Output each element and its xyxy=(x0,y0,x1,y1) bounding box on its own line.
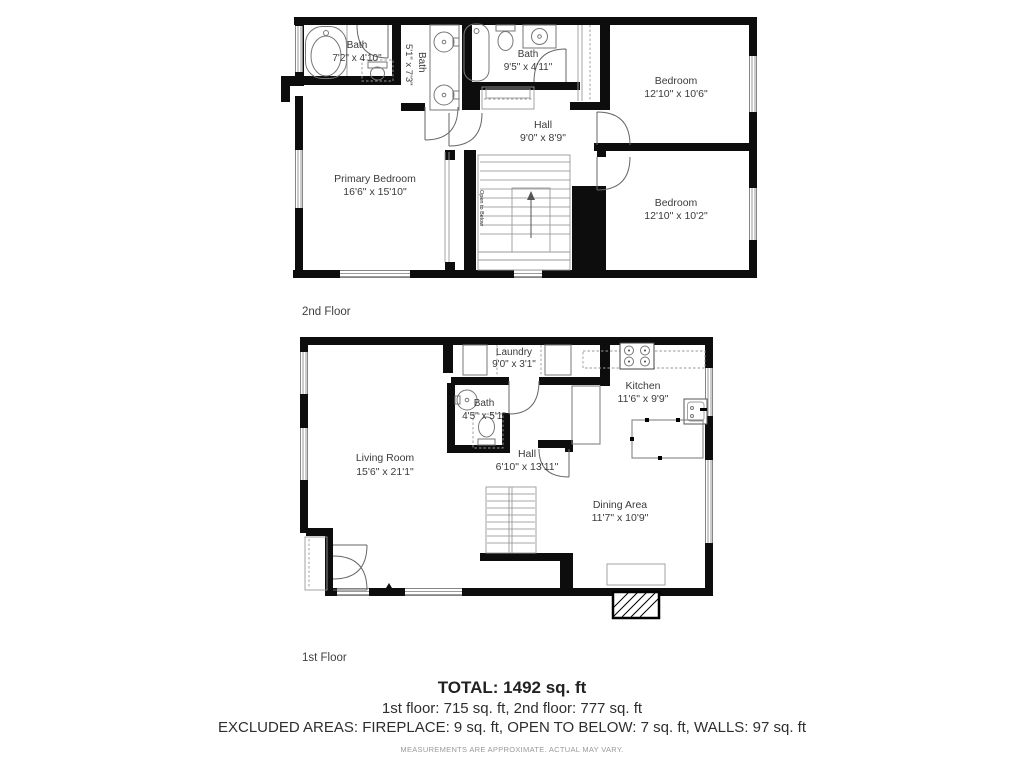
room-label: Hall xyxy=(517,448,537,460)
stove-icon xyxy=(620,343,654,369)
open-to-below-label: Open to Below xyxy=(478,190,484,227)
disclaimer-text: MEASUREMENTS ARE APPROXIMATE. ACTUAL MAY VARY. xyxy=(400,745,624,754)
room-label: Primary Bedroom xyxy=(334,173,416,185)
entry-door-marker xyxy=(386,583,392,588)
room-label: Living Room xyxy=(355,452,415,464)
door-arc xyxy=(449,113,482,146)
room-dims: 12'10" x 10'6" xyxy=(644,88,708,100)
room-dims: 9'0" x 3'1" xyxy=(492,359,536,370)
room-dims: 9'0" x 8'9" xyxy=(520,132,566,144)
toilet-icon xyxy=(496,25,515,31)
island-counter xyxy=(632,420,703,458)
room-dims: 11'6" x 9'9" xyxy=(617,393,669,405)
room-dims: 9'5" x 4'11" xyxy=(503,62,553,73)
room-dims: 11'7" x 10'9" xyxy=(591,512,649,524)
sink-icon xyxy=(434,85,454,105)
room-label: Laundry xyxy=(495,347,533,358)
room-dims: 7'2" x 4'10" xyxy=(332,53,382,64)
floor-plan-2nd xyxy=(280,10,760,300)
floor-plan-1st xyxy=(280,330,760,630)
floor-label-1st: 1st Floor xyxy=(302,652,347,664)
area-summary xyxy=(0,678,1024,754)
room-label: Hall xyxy=(533,119,553,131)
stairs-icon xyxy=(478,155,570,270)
stairs-icon xyxy=(486,487,536,553)
door-arc xyxy=(333,556,367,590)
sink-icon xyxy=(434,32,454,52)
dryer-icon xyxy=(545,345,571,375)
excluded-areas-text: EXCLUDED AREAS: FIREPLACE: 9 sq. ft, OPEN TO BELOW: 7 sq. ft, WALLS: 97 sq. ft xyxy=(218,719,806,736)
room-label: Bath xyxy=(517,49,539,60)
room-dims: 5'1" x 7'3" xyxy=(403,44,414,86)
toilet-icon xyxy=(478,439,495,445)
room-label: Bath xyxy=(473,398,495,409)
door-arc xyxy=(425,107,458,140)
floor-label-2nd: 2nd Floor xyxy=(302,306,351,318)
room-label: Bedroom xyxy=(654,197,698,209)
door-arc xyxy=(509,381,539,414)
room-dims: 15'6" x 21'1" xyxy=(356,466,414,478)
room-label: Kitchen xyxy=(625,380,661,392)
room-label: Bath xyxy=(416,52,427,73)
room-label: Dining Area xyxy=(592,499,648,511)
room-label: Bedroom xyxy=(654,75,698,87)
buffet-table xyxy=(607,564,665,585)
room-dims: 6'10" x 13'11" xyxy=(495,461,559,473)
closet-icon xyxy=(445,152,449,262)
closet-icon xyxy=(305,537,327,590)
door-arc xyxy=(597,112,630,145)
floor-areas-text: 1st floor: 715 sq. ft, 2nd floor: 777 sq. ft xyxy=(381,700,643,717)
room-dims: 4'5" x 5'1" xyxy=(462,411,506,422)
door-arc xyxy=(333,545,367,579)
fireplace-icon xyxy=(613,592,659,618)
room-label: Bath xyxy=(346,40,368,51)
washer-icon xyxy=(463,345,487,375)
room-dims: 16'6" x 15'10" xyxy=(343,186,407,198)
room-dims: 12'10" x 10'2" xyxy=(644,210,708,222)
counter xyxy=(572,386,600,444)
door-arc xyxy=(597,157,630,190)
total-area-text: TOTAL: 1492 sq. ft xyxy=(437,678,587,697)
